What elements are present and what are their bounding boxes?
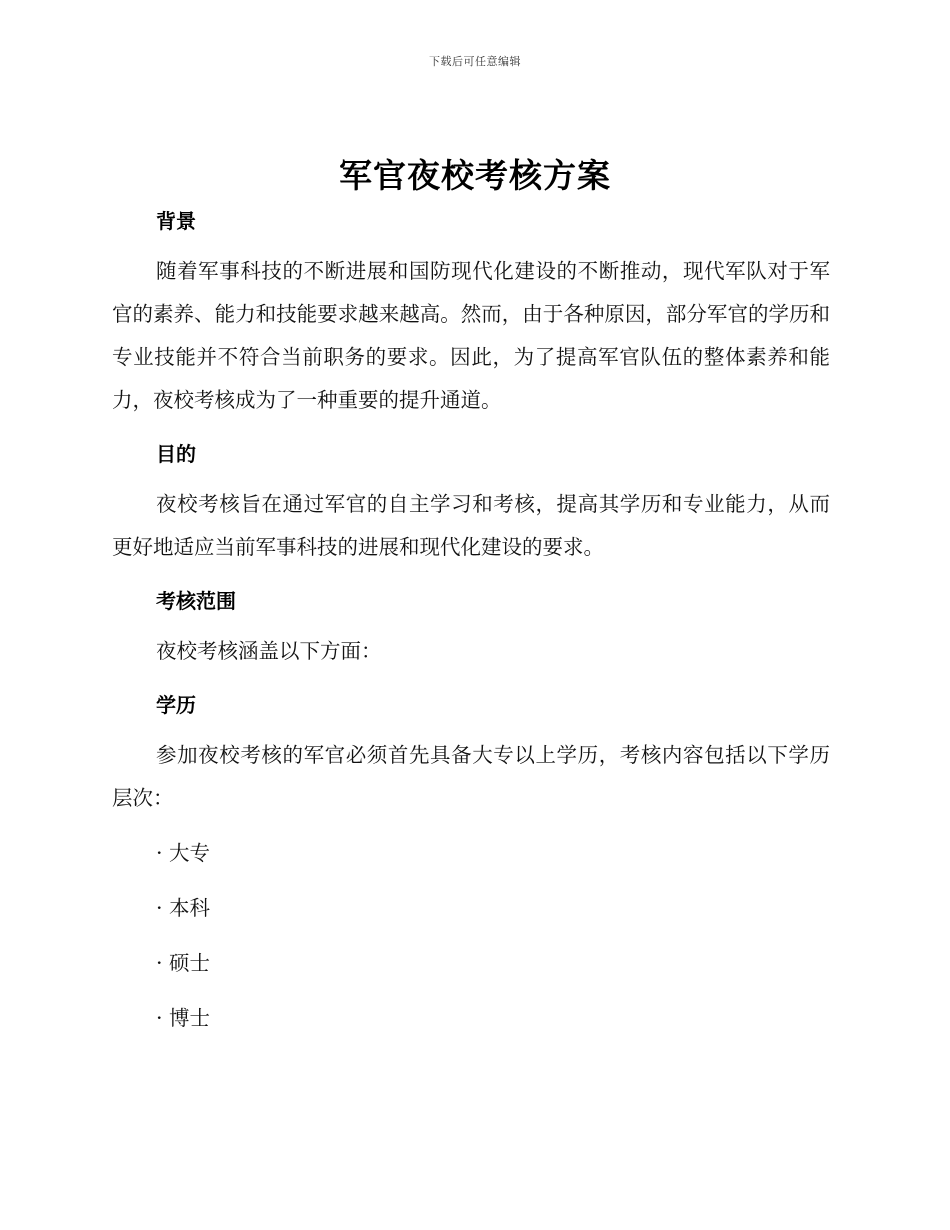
header-note: 下载后可任意编辑	[429, 55, 521, 68]
section-heading-background: 背景	[156, 209, 196, 233]
section-paragraph-scope: 夜校考核涵盖以下方面：	[156, 639, 382, 663]
document-body	[112, 204, 830, 1040]
list-item: · 本科	[156, 896, 211, 920]
section-heading-purpose: 目的	[156, 442, 196, 466]
education-level-list	[112, 832, 830, 1040]
section-heading-education: 学历	[156, 693, 196, 717]
list-item: · 硕士	[156, 951, 211, 975]
list-item: · 大专	[156, 841, 211, 865]
section-paragraph-education: 参加夜校考核的军官必须首先具备大专以上学历，考核内容包括以下学历层次：	[112, 743, 830, 810]
section-heading-scope: 考核范围	[156, 589, 236, 613]
document-title: 军官夜校考核方案	[339, 156, 611, 195]
section-paragraph-background: 随着军事科技的不断进展和国防现代化建设的不断推动，现代军队对于军官的素养、能力和技能要求越来越高。然而，由于各种原因，部分军官的学历和专业技能并不符合当前职务的要求。因此，为了提高军官队伍的整体素养和能力，夜校考核成为了一种重要的提升通道。	[112, 259, 830, 412]
list-item: · 博士	[156, 1006, 211, 1030]
section-paragraph-purpose: 夜校考核旨在通过军官的自主学习和考核，提高其学历和专业能力，从而更好地适应当前军事科技的进展和现代化建设的要求。	[112, 492, 830, 559]
